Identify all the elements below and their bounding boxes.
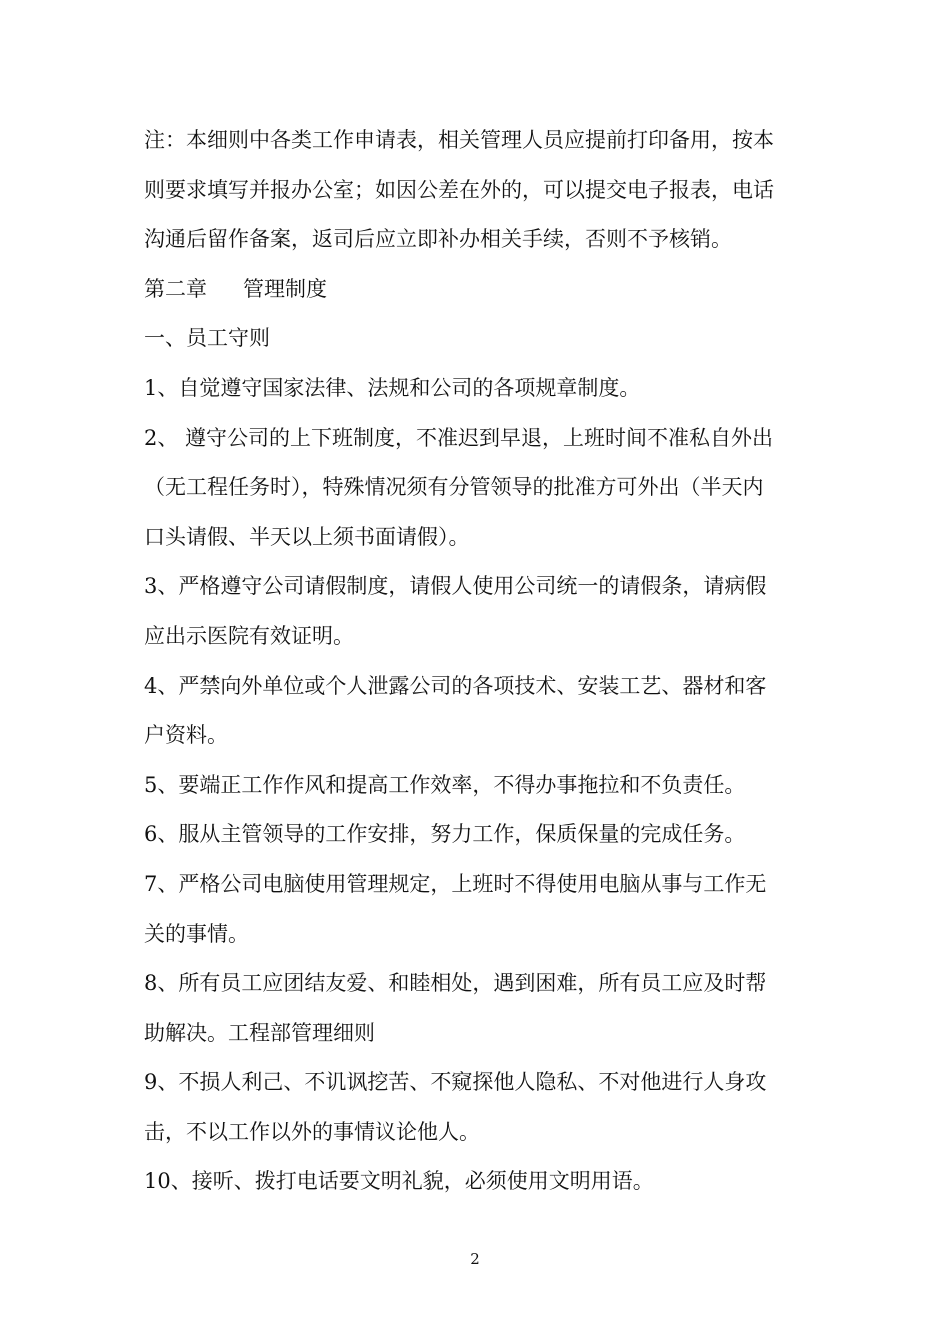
note-paragraph <box>144 116 812 265</box>
rule-line: 击，不以工作以外的事情议论他人。 <box>144 1119 480 1144</box>
rule-item-9 <box>144 1058 812 1157</box>
rule-item-3 <box>144 562 812 661</box>
chapter-title: 管理制度 <box>243 276 327 301</box>
rule-line: 关的事情。 <box>144 921 249 946</box>
rule-line: 2、 遵守公司的上下班制度，不准迟到早退，上班时间不准私自外出 <box>144 425 774 450</box>
rule-line: 户资料。 <box>144 723 228 748</box>
rule-line: 3、严格遵守公司请假制度，请假人使用公司统一的请假条，请病假 <box>144 574 767 599</box>
rule-line: 10、接听、拨打电话要文明礼貌，必须使用文明用语。 <box>144 1169 654 1194</box>
section-title: 一、员工守则 <box>144 326 270 351</box>
rule-item-4 <box>144 662 812 761</box>
rule-line: 4、严禁向外单位或个人泄露公司的各项技术、安装工艺、器材和客 <box>144 673 767 698</box>
rule-line: 1、自觉遵守国家法律、法规和公司的各项规章制度。 <box>144 375 641 400</box>
note-line: 沟通后留作备案，返司后应立即补办相关手续，否则不予核销。 <box>144 227 732 252</box>
note-line: 则要求填写并报办公室；如因公差在外的，可以提交电子报表，电话 <box>144 177 774 202</box>
rule-line: 口头请假、半天以上须书面请假）。 <box>144 524 470 549</box>
rule-item-5 <box>144 761 812 811</box>
rule-line: 助解决。工程部管理细则 <box>144 1020 375 1045</box>
rule-item-1 <box>144 364 812 414</box>
rule-line: 6、服从主管领导的工作安排，努力工作，保质保量的完成任务。 <box>144 822 746 847</box>
rule-item-8 <box>144 959 812 1058</box>
rule-item-2 <box>144 414 812 563</box>
rule-line: 8、所有员工应团结友爱、和睦相处，遇到困难，所有员工应及时帮 <box>144 971 767 996</box>
rule-item-7 <box>144 860 812 959</box>
rule-line: 9、不损人利己、不讥讽挖苦、不窥探他人隐私、不对他进行人身攻 <box>144 1070 767 1095</box>
rule-item-10 <box>144 1157 812 1207</box>
rule-line: 5、要端正工作作风和提高工作效率，不得办事拖拉和不负责任。 <box>144 772 746 797</box>
note-line: 注：本细则中各类工作申请表，相关管理人员应提前打印备用，按本 <box>144 128 774 152</box>
chapter-heading <box>144 265 812 315</box>
rule-line: （无工程任务时），特殊情况须有分管领导的批准方可外出（半天内 <box>144 475 764 500</box>
chapter-number: 第二章 <box>144 276 207 301</box>
rule-line: 应出示医院有效证明。 <box>144 623 354 648</box>
rule-item-6 <box>144 810 812 860</box>
rule-line: 7、严格公司电脑使用管理规定，上班时不得使用电脑从事与工作无 <box>144 871 767 896</box>
page-number: 2 <box>470 1250 480 1268</box>
document-body <box>144 116 812 1207</box>
